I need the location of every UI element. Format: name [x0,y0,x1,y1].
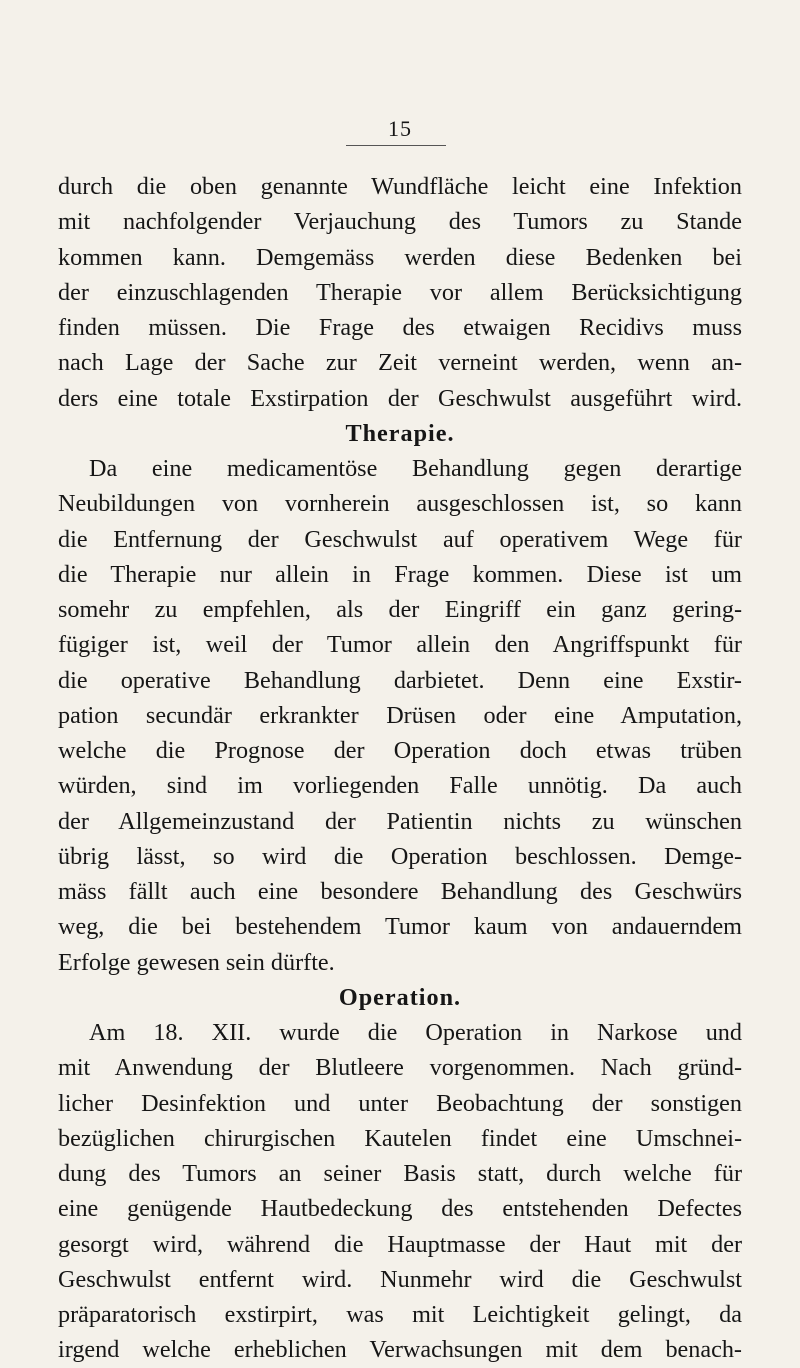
text-line: durch die oben genannte Wundfläche leicht eine Infektion [58,173,742,200]
text-line: die operative Behandlung darbietet. Denn eine Exstir- [58,666,742,694]
text-line: die Therapie nur allein in Frage kommen. Diese ist um [58,560,742,588]
page-number: 15 [388,116,412,141]
text-line: eine genügende Hautbedeckung des entstehenden Defectes [58,1195,742,1223]
body-text [58,169,742,1368]
text-line: bezüglichen chirurgischen Kautelen findet eine Umschnei- [58,1124,742,1152]
text-line: gesorgt wird, während die Hauptmasse der Haut mit der [58,1230,742,1258]
paragraph-last-line: Erfolge gewesen sein dürfte. [58,948,335,976]
text-line: somehr zu empfehlen, als der Eingriff ein ganz gering- [58,596,742,623]
text-line: der Allgemeinzustand der Patientin nichts zu wünschen [58,807,742,835]
section-heading: Therapie. [345,419,455,447]
paragraph-first-line: Am 18. XII. wurde die Operation in Narkose und [89,1019,742,1046]
text-line: mit Anwendung der Blutleere vorgenommen. Nach gründ- [58,1054,742,1082]
text-line: mit nachfolgender Verjauchung des Tumors zu Stande [58,208,742,236]
text-line: fügiger ist, weil der Tumor allein den Angriffspunkt für [58,631,742,659]
text-line: dung des Tumors an seiner Basis statt, durch welche für [58,1160,742,1187]
text-line: weg, die bei bestehendem Tumor kaum von andauerndem [58,913,742,941]
text-line: pation secundär erkrankter Drüsen oder eine Amputation, [58,701,742,729]
header-rule [346,145,446,146]
section-heading: Operation. [338,983,462,1011]
text-line: Geschwulst entfernt wird. Nunmehr wird die Geschwulst [58,1265,742,1293]
text-line: kommen kann. Demgemäss werden diese Bedenken bei [58,243,742,271]
text-line: der einzuschlagenden Therapie vor allem Berücksichtigung [58,278,742,306]
text-line: finden müssen. Die Frage des etwaigen Recidivs muss [58,314,742,341]
text-line: nach Lage der Sache zur Zeit verneint werden, wenn an- [58,349,742,377]
text-line: präparatorisch exstirpirt, was mit Leichtigkeit gelingt, da [58,1301,742,1328]
text-line: licher Desinfektion und unter Beobachtung der sonstigen [58,1089,742,1117]
paragraph-first-line: Da eine medicamentöse Behandlung gegen derartige [89,455,742,482]
text-line: welche die Prognose der Operation doch etwas trüben [58,737,742,764]
text-line: irgend welche erheblichen Verwachsungen mit dem benach- [58,1336,742,1364]
text-line: die Entfernung der Geschwulst auf operativem Wege für [58,525,742,553]
text-line: würden, sind im vorliegenden Falle unnötig. Da auch [58,772,742,800]
text-line: mäss fällt auch eine besondere Behandlung des Geschwürs [58,878,742,905]
text-line: ders eine totale Exstirpation der Geschwulst ausgeführt wird. [58,384,742,412]
text-line: übrig lässt, so wird die Operation beschlossen. Demge- [58,842,742,870]
text-line: Neubildungen von vornherein ausgeschlossen ist, so kann [58,490,742,518]
